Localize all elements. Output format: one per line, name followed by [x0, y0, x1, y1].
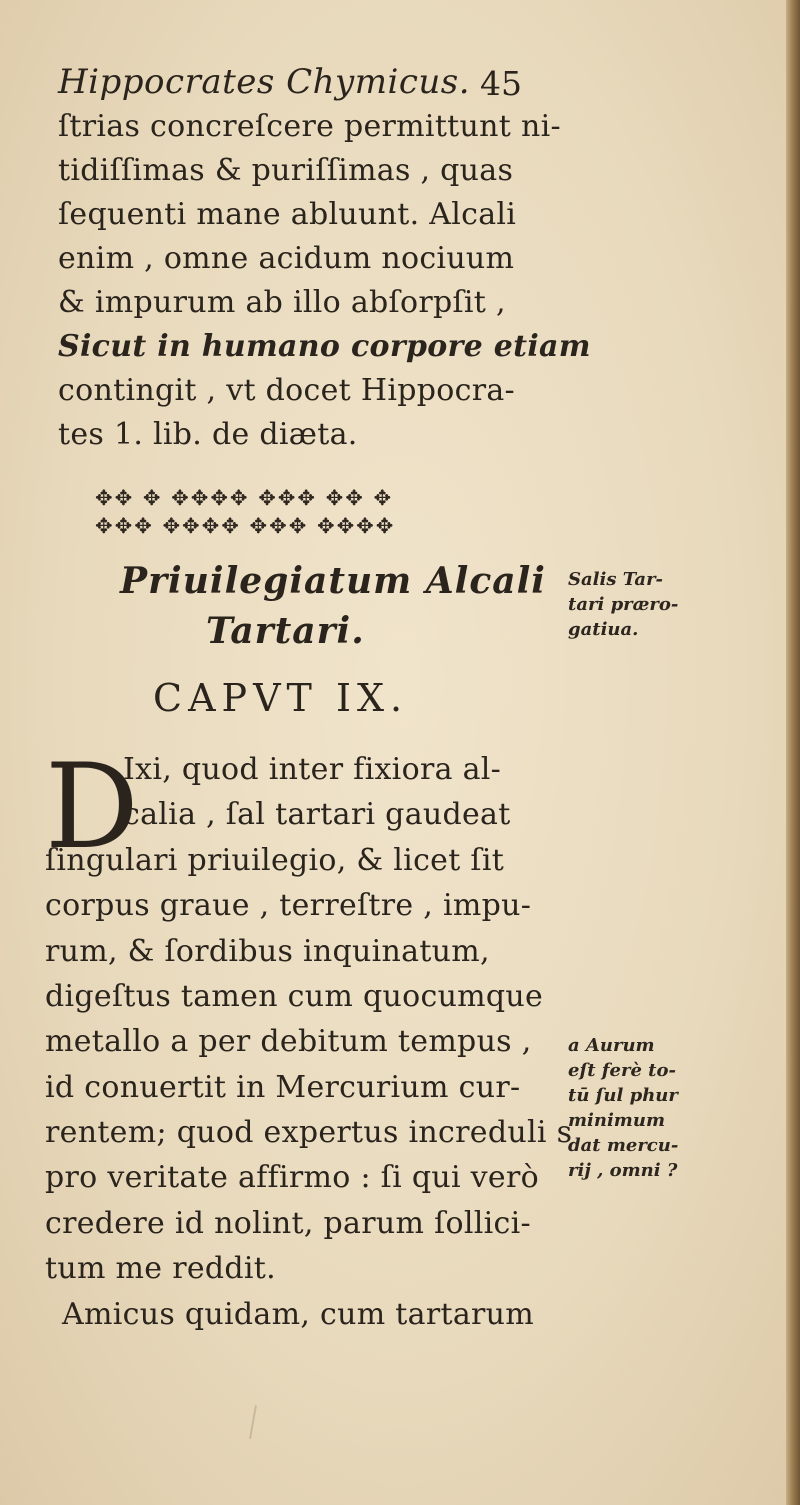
running-header: [58, 60, 738, 116]
body-line: ſtrias concreſcere permittunt ni-: [58, 109, 561, 144]
body-line: id conuertit in Mercurium cur-: [45, 1070, 521, 1105]
margin-note-line: minimum: [568, 1110, 665, 1131]
margin-note-line: eſt ferè to-: [568, 1060, 676, 1081]
body-line: calia , ſal tartari gaudeat: [123, 797, 511, 832]
body-line: credere id nolint, parum ſollici-: [45, 1206, 531, 1241]
margin-note-line: Salis Tar-: [568, 569, 664, 590]
body-line: tidiſſimas & puriſſimas , quas: [58, 153, 514, 188]
body-line: contingit , vt docet Hippocra-: [58, 373, 515, 408]
chapter-heading: CAPVT IX.: [153, 676, 409, 720]
body-line: & impurum ab illo abſorpſit ,: [58, 285, 506, 320]
margin-note-salis: [568, 568, 718, 643]
ornament-row: ✥✥ ✥ ✥✥✥✥ ✥✥✥ ✥✥ ✥: [95, 486, 394, 510]
body-line: tum me reddit.: [45, 1251, 276, 1286]
body-line: rentem; quod expertus increduli s: [45, 1115, 573, 1150]
body-line: metallo a per debitum tempus ,: [45, 1024, 532, 1059]
body-line: ſingulari priuilegio, & licet ſit: [45, 843, 505, 878]
margin-note-line: a Aurum: [568, 1035, 655, 1056]
margin-note-line: tū ſul phur: [568, 1085, 678, 1106]
section-title-line-2: Tartari.: [206, 610, 365, 652]
faint-page-mark: [249, 1405, 257, 1439]
page-edge: [786, 0, 800, 1505]
margin-note-line: dat mercu-: [568, 1135, 679, 1156]
section-title-line-1: Priuilegiatum Alcali: [120, 560, 546, 602]
ornament-row: ✥✥✥ ✥✥✥✥ ✥✥✥ ✥✥✥✥: [95, 514, 396, 538]
body-line: pro veritate affirmo : ſi qui verò: [45, 1160, 539, 1195]
drop-cap-letter: D: [45, 738, 139, 875]
running-title: Hippocrates Chymicus.: [58, 62, 471, 102]
margin-note-aurum: [568, 1034, 718, 1184]
margin-note-line: tari præro-: [568, 594, 679, 615]
body-line: ſequenti mane abluunt. Alcali: [58, 197, 517, 232]
page-number: 45: [480, 64, 522, 103]
decorative-ornament: [95, 478, 538, 540]
margin-note-line: rij , omni ?: [568, 1160, 678, 1181]
body-line: enim , omne acidum nociuum: [58, 241, 515, 276]
body-line: tes 1. lib. de diæta.: [58, 417, 358, 452]
body-line: Amicus quidam, cum tartarum: [62, 1297, 535, 1332]
body-line: corpus graue , terreſtre , impu-: [45, 888, 532, 923]
margin-note-line: gatiua.: [568, 619, 639, 640]
body-line: digeſtus tamen cum quocumque: [45, 979, 544, 1014]
body-line: Ixi, quod inter fixiora al-: [123, 752, 502, 787]
body-line: rum, & ſordibus inquinatum,: [45, 934, 490, 969]
italic-quote-line: Sicut in humano corpore etiam: [58, 329, 591, 364]
